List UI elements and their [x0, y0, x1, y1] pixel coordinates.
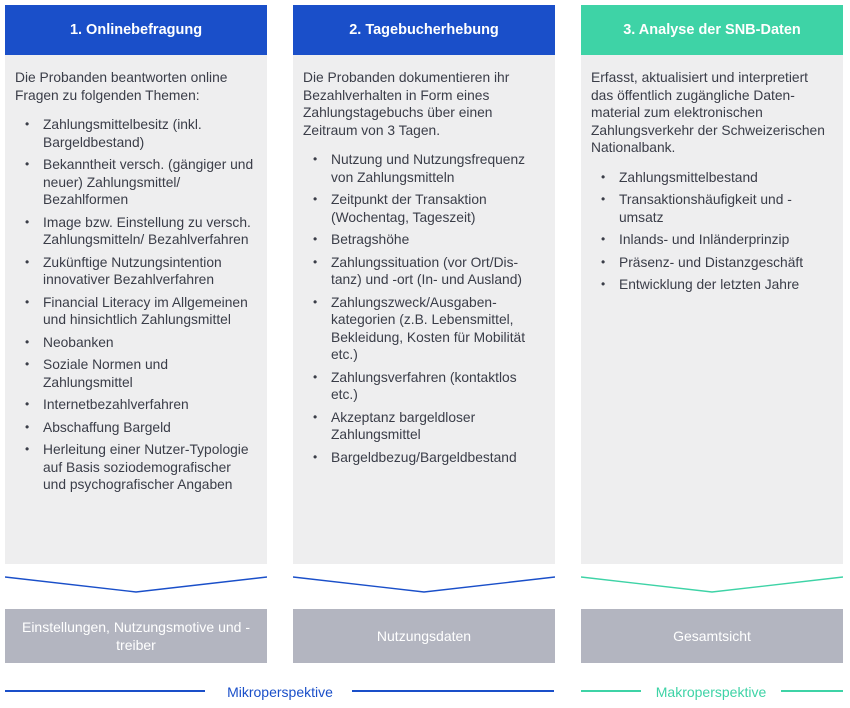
list-item: • Internetbezahlverfahren [15, 396, 255, 414]
list-item: • Zukünftige Nutzungsintention innovativer Bezahlverfahren [15, 254, 255, 289]
column-title: 2. Tagebucherhebung [349, 22, 499, 38]
column-panel [5, 55, 267, 564]
column-title: 3. Analyse der SNB-Daten [623, 22, 801, 38]
column-footer [581, 609, 843, 663]
chevron-down-icon [5, 575, 267, 595]
list-item: • Bekanntheit versch. (gängiger und neuer) Zahlungsmittel/ Bezahlformen [15, 156, 255, 209]
list-item: • Akzeptanz bargeldloser Zahlungsmittel [303, 409, 543, 444]
column-header [581, 5, 843, 55]
column-panel [581, 55, 843, 564]
micro-perspective-label: Mikroperspektive [227, 684, 333, 700]
list-item: • Zahlungsverfahren (kontaktlos etc.) [303, 369, 543, 404]
column-header [293, 5, 555, 55]
column-footer [5, 609, 267, 663]
list-item: • Bargeldbezug/Bargeldbestand [303, 449, 543, 467]
list-item: • Nutzung und Nutzungsfrequenz von Zahlungsmitteln [303, 151, 543, 186]
topic-list [591, 169, 831, 294]
column-intro: Erfasst, aktualisiert und interpretiert das öffentlich zugängliche Datenmaterial zum elektronischen Zahlungsverkehr der Schweizerischen Nationalbank. [591, 70, 825, 155]
column-footer [293, 609, 555, 663]
list-item: • Financial Literacy im Allgemeinen und hinsichtlich Zahlungsmittel [15, 294, 255, 329]
column-onlinebefragung [5, 5, 267, 653]
column-snb-analyse [581, 5, 843, 644]
list-item: • Präsenz- und Distanzgeschäft [591, 254, 831, 272]
list-item: • Herleitung einer Nutzer-Typologie auf Basis soziodemografischer und psychografischer Angaben [15, 441, 255, 494]
micro-line-right [352, 690, 554, 692]
list-item: • Soziale Normen und Zahlungsmittel [15, 356, 255, 391]
list-item: • Transaktionshäufigkeit und -umsatz [591, 191, 831, 226]
macro-line-left [581, 690, 641, 692]
list-item: • Neobanken [15, 334, 255, 352]
macro-line-right [781, 690, 843, 692]
micro-line-left [5, 690, 205, 692]
list-item: • Zahlungsmittelbestand [591, 169, 831, 187]
column-intro: Die Probanden dokumentieren ihr Bezahlverhalten in Form eines Zahlungstagebuchs über einen Zeitraum von 3 Tagen. [303, 70, 510, 138]
footer-label: Nutzungsdaten [376, 628, 472, 644]
column-title: 1. Onlinebefragung [69, 22, 203, 38]
list-item: • Zahlungszweck/Ausgabenkategorien (z.B. Lebensmittel, Bekleidung, Kosten für Mobilität etc.) [303, 294, 543, 364]
list-item: • Inlands- und Inländerprinzip [591, 231, 831, 249]
topic-list [303, 151, 543, 466]
list-item: • Image bzw. Einstellung zu versch. Zahlungsmitteln/ Bezahlverfahren [15, 214, 255, 249]
column-header [5, 5, 267, 55]
macro-perspective-label: Makroperspektive [655, 684, 767, 700]
column-tagebucherhebung [293, 5, 555, 644]
list-item: • Abschaffung Bargeld [15, 419, 255, 437]
list-item: • Zahlungsmittelbesitz (inkl. Bargeldbestand) [15, 116, 255, 151]
column-panel [293, 55, 555, 564]
list-item: • Entwicklung der letzten Jahre [591, 276, 831, 294]
footer-label: Gesamtsicht [673, 628, 751, 644]
column-intro: Die Probanden beantworten online Fragen zu folgenden Themen: [15, 70, 228, 103]
chevron-down-icon [581, 575, 843, 595]
footer-label: Einstellungen, Nutzungsmotive und -treiber [21, 619, 251, 653]
list-item: • Zahlungssituation (vor Ort/Distanz) und -ort (In- und Ausland) [303, 254, 543, 289]
topic-list [15, 116, 255, 494]
list-item: • Zeitpunkt der Transaktion (Wochentag, Tageszeit) [303, 191, 543, 226]
chevron-down-icon [293, 575, 555, 595]
list-item: • Betragshöhe [303, 231, 543, 249]
